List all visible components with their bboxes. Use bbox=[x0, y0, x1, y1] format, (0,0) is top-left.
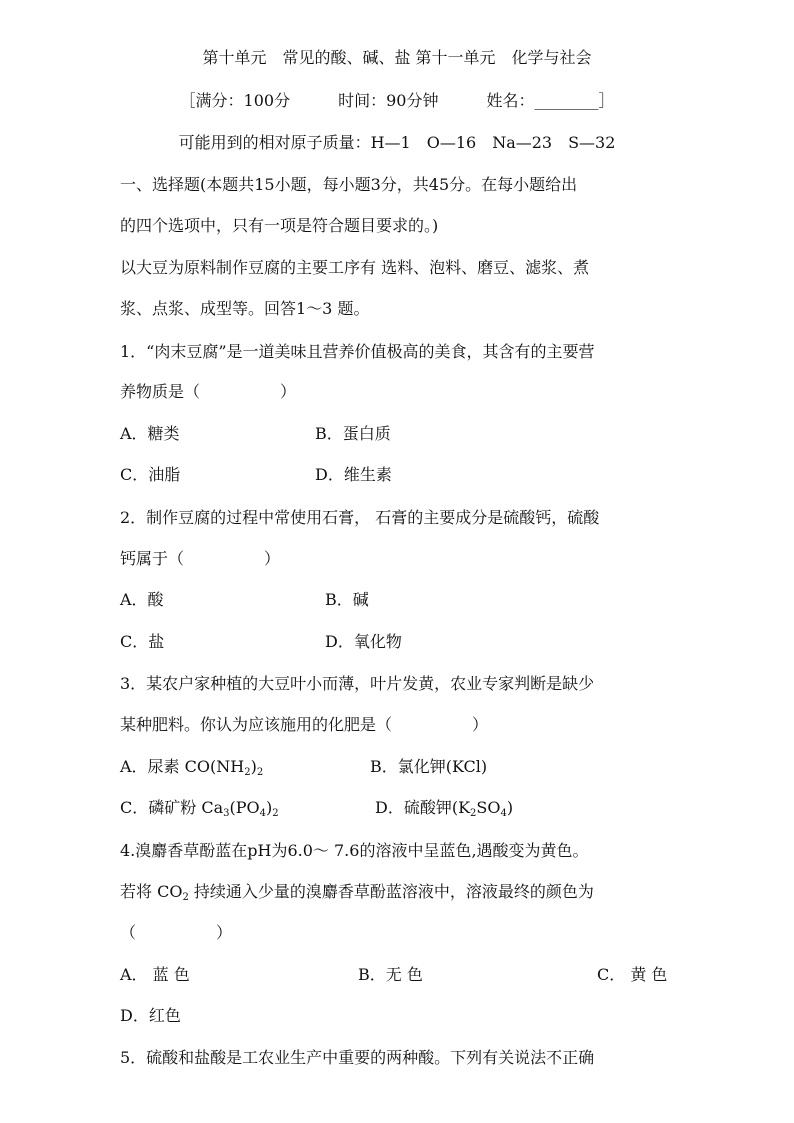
question-1-stem: 1．“肉末豆腐”是一道美味且营养价值极高的美食，其含有的主要营 bbox=[120, 342, 595, 361]
question-3-option-b: B．氯化钾(KCl) bbox=[370, 757, 488, 776]
question-2-option-a: A．酸 bbox=[120, 590, 164, 609]
question-1-option-a: A．糖类 bbox=[120, 424, 180, 443]
question-4-option-d: D．红色 bbox=[120, 1006, 181, 1025]
question-1-option-c: C．油脂 bbox=[120, 465, 181, 484]
section-heading: 一、选择题(本题共15小题，每小题3分，共45分。在每小题给出 bbox=[120, 175, 578, 194]
question-1-stem-cont: 养物质是（ ） bbox=[120, 382, 297, 401]
question-5-stem: 5．硫酸和盐酸是工农业生产中重要的两种酸。下列有关说法不正确 bbox=[120, 1048, 595, 1067]
question-1-option-d: D．维生素 bbox=[315, 465, 392, 484]
question-2-stem: 2．制作豆腐的过程中常使用石膏， 石膏的主要成分是硫酸钙，硫酸 bbox=[120, 508, 600, 527]
question-2-stem-cont: 钙属于（ ） bbox=[120, 549, 281, 568]
question-4-answer-blank: （ ） bbox=[120, 923, 233, 942]
exam-title: 第十单元 常见的酸、碱、盐 第十一单元 化学与社会 bbox=[202, 48, 592, 67]
question-4-stem: 4.溴麝香草酚蓝在pH为6.0～ 7.6的溶液中呈蓝色,遇酸变为黄色。 bbox=[120, 841, 589, 860]
question-2-option-d: D．氧化物 bbox=[325, 632, 402, 651]
question-4-option-b: B．无 色 bbox=[358, 965, 423, 984]
exam-info: ［满分：100分 时间：90分钟 姓名：________］ bbox=[179, 91, 615, 110]
question-2-option-b: B．碱 bbox=[325, 590, 369, 609]
question-2-option-c: C．盐 bbox=[120, 632, 165, 651]
intro-text-cont: 浆、点浆、成型等。回答1～3 题。 bbox=[120, 299, 370, 318]
question-3-option-c: C．磷矿粉 $Ca_3(PO_4)_2$ bbox=[120, 798, 279, 819]
atomic-masses: 可能用到的相对原子质量：H—1 O—16 Na—23 S—32 bbox=[178, 133, 616, 152]
intro-text: 以大豆为原料制作豆腐的主要工序有 选料、泡料、磨豆、滤浆、煮 bbox=[120, 258, 590, 277]
question-3-stem-cont: 某种肥料。你认为应该施用的化肥是（ ） bbox=[120, 715, 489, 734]
question-3-option-d: D．硫酸钾$(K_2SO_4)$ bbox=[375, 798, 514, 819]
question-4-option-c: C． 黄 色 bbox=[597, 965, 668, 984]
question-4-stem-cont: 若将 $CO_2$ 持续通入少量的溴麝香草酚蓝溶液中，溶液最终的颜色为 bbox=[120, 882, 594, 903]
question-4-option-a: A． 蓝 色 bbox=[120, 965, 190, 984]
section-heading-cont: 的四个选项中，只有一项是符合题目要求的。) bbox=[120, 216, 439, 235]
question-3-option-a: A．尿素 $CO(NH_2)_2$ bbox=[120, 757, 264, 778]
question-1-option-b: B．蛋白质 bbox=[315, 424, 391, 443]
question-3-stem: 3．某农户家种植的大豆叶小而薄，叶片发黄，农业专家判断是缺少 bbox=[120, 674, 595, 693]
